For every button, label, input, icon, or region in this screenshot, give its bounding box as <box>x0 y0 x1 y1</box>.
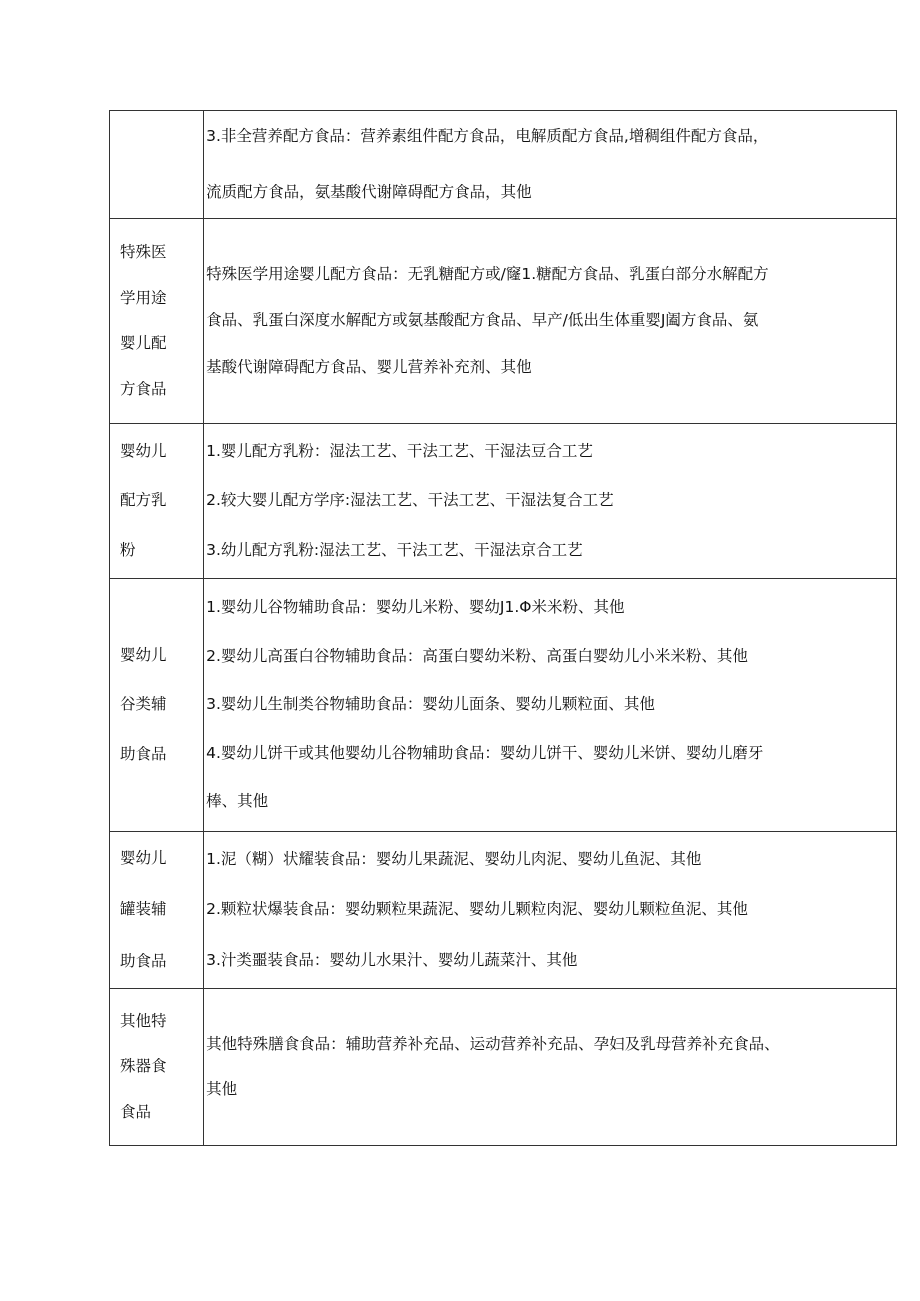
description-line: 特殊医学用途婴儿配方食品：无乳糖配方或/窿1.糖配方食品、乳蛋白部分水解配方 <box>206 264 769 283</box>
category-cell <box>110 579 204 832</box>
description-line: 1.泥（糊）状耀装食品：婴幼儿果蔬泥、婴幼儿肉泥、婴幼儿鱼泥、其他 <box>206 849 702 868</box>
description-cell <box>204 424 897 579</box>
category-cell <box>110 111 204 219</box>
category-line: 其他特 <box>120 1011 167 1030</box>
description-line: 流质配方食品，氨基酸代谢障碍配方食品，其他 <box>206 183 532 201</box>
description-cell <box>204 579 897 832</box>
description-line: 3.婴幼儿生制类谷物辅助食品：婴幼儿面条、婴幼儿颗粒面、其他 <box>206 695 655 714</box>
description-line: 3.非全营养配方食品：营养素组件配方食品，电解质配方食品,增稠组件配方食品， <box>206 126 769 145</box>
food-category-table <box>109 110 897 1146</box>
description-line: 3.幼儿配方乳粉:湿法工艺、干法工艺、干湿法京合工艺 <box>206 540 583 559</box>
description-cell <box>204 111 897 219</box>
category-line: 助食品 <box>120 744 167 763</box>
category-line: 婴幼儿 <box>120 848 167 867</box>
category-cell <box>110 424 204 579</box>
category-line: 方食品 <box>120 379 167 398</box>
category-line: 谷类辅 <box>120 695 167 714</box>
category-line: 罐装辅 <box>120 900 167 919</box>
table-row <box>110 989 897 1146</box>
category-line: 配方乳 <box>120 491 167 510</box>
category-line: 殊器食 <box>120 1057 167 1076</box>
description-line: 食品、乳蛋白深度水解配方或氨基酸配方食品、早产/低出生体重婴J阖方食品、氨 <box>206 311 759 330</box>
description-cell <box>204 832 897 989</box>
table-row <box>110 424 897 579</box>
category-cell <box>110 832 204 989</box>
description-line: 棒、其他 <box>206 792 269 811</box>
description-line: 2.婴幼儿高蛋白谷物辅助食品：高蛋白婴幼米粉、高蛋白婴幼儿小米米粉、其他 <box>206 646 748 665</box>
category-line: 婴幼儿 <box>120 645 167 664</box>
description-line: 2.颗粒状爆装食品：婴幼颗粒果蔬泥、婴幼儿颗粒肉泥、婴幼儿颗粒鱼泥、其他 <box>206 900 748 919</box>
description-line: 4.婴幼儿饼干或其他婴幼儿谷物辅助食品：婴幼儿饼干、婴幼儿米饼、婴幼儿磨牙 <box>206 743 764 762</box>
category-line: 婴儿配 <box>120 334 167 352</box>
category-line: 食品 <box>120 1102 152 1121</box>
category-line: 粉 <box>120 540 136 559</box>
description-cell <box>204 989 897 1146</box>
description-line: 基酸代谢障碍配方食品、婴儿营养补充剂、其他 <box>206 357 532 376</box>
description-line: 其他特殊膳食食品：辅助营养补充品、运动营养补充品、孕妇及乳母营养补充食品、 <box>206 1034 780 1053</box>
category-cell <box>110 219 204 424</box>
description-line: 2.较大婴儿配方学序:湿法工艺、干法工艺、干湿法复合工艺 <box>206 491 614 510</box>
description-line: 其他 <box>206 1080 238 1098</box>
category-line: 助食品 <box>120 951 167 970</box>
category-cell <box>110 989 204 1146</box>
table-row <box>110 579 897 832</box>
category-line: 学用途 <box>120 288 167 307</box>
table-row <box>110 832 897 989</box>
description-cell <box>204 219 897 424</box>
description-line: 1.婴儿配方乳粉：湿法工艺、干法工艺、干湿法豆合工艺 <box>206 441 593 460</box>
table-row <box>110 219 897 424</box>
table-row <box>110 111 897 219</box>
description-line: 1.婴幼儿谷物辅助食品：婴幼儿米粉、婴幼J1.Φ米米粉、其他 <box>206 598 625 617</box>
category-line: 特殊医 <box>120 243 167 261</box>
category-line: 婴幼儿 <box>120 441 167 460</box>
description-line: 3.汁类噩装食品：婴幼儿水果汁、婴幼儿蔬菜汁、其他 <box>206 950 578 969</box>
